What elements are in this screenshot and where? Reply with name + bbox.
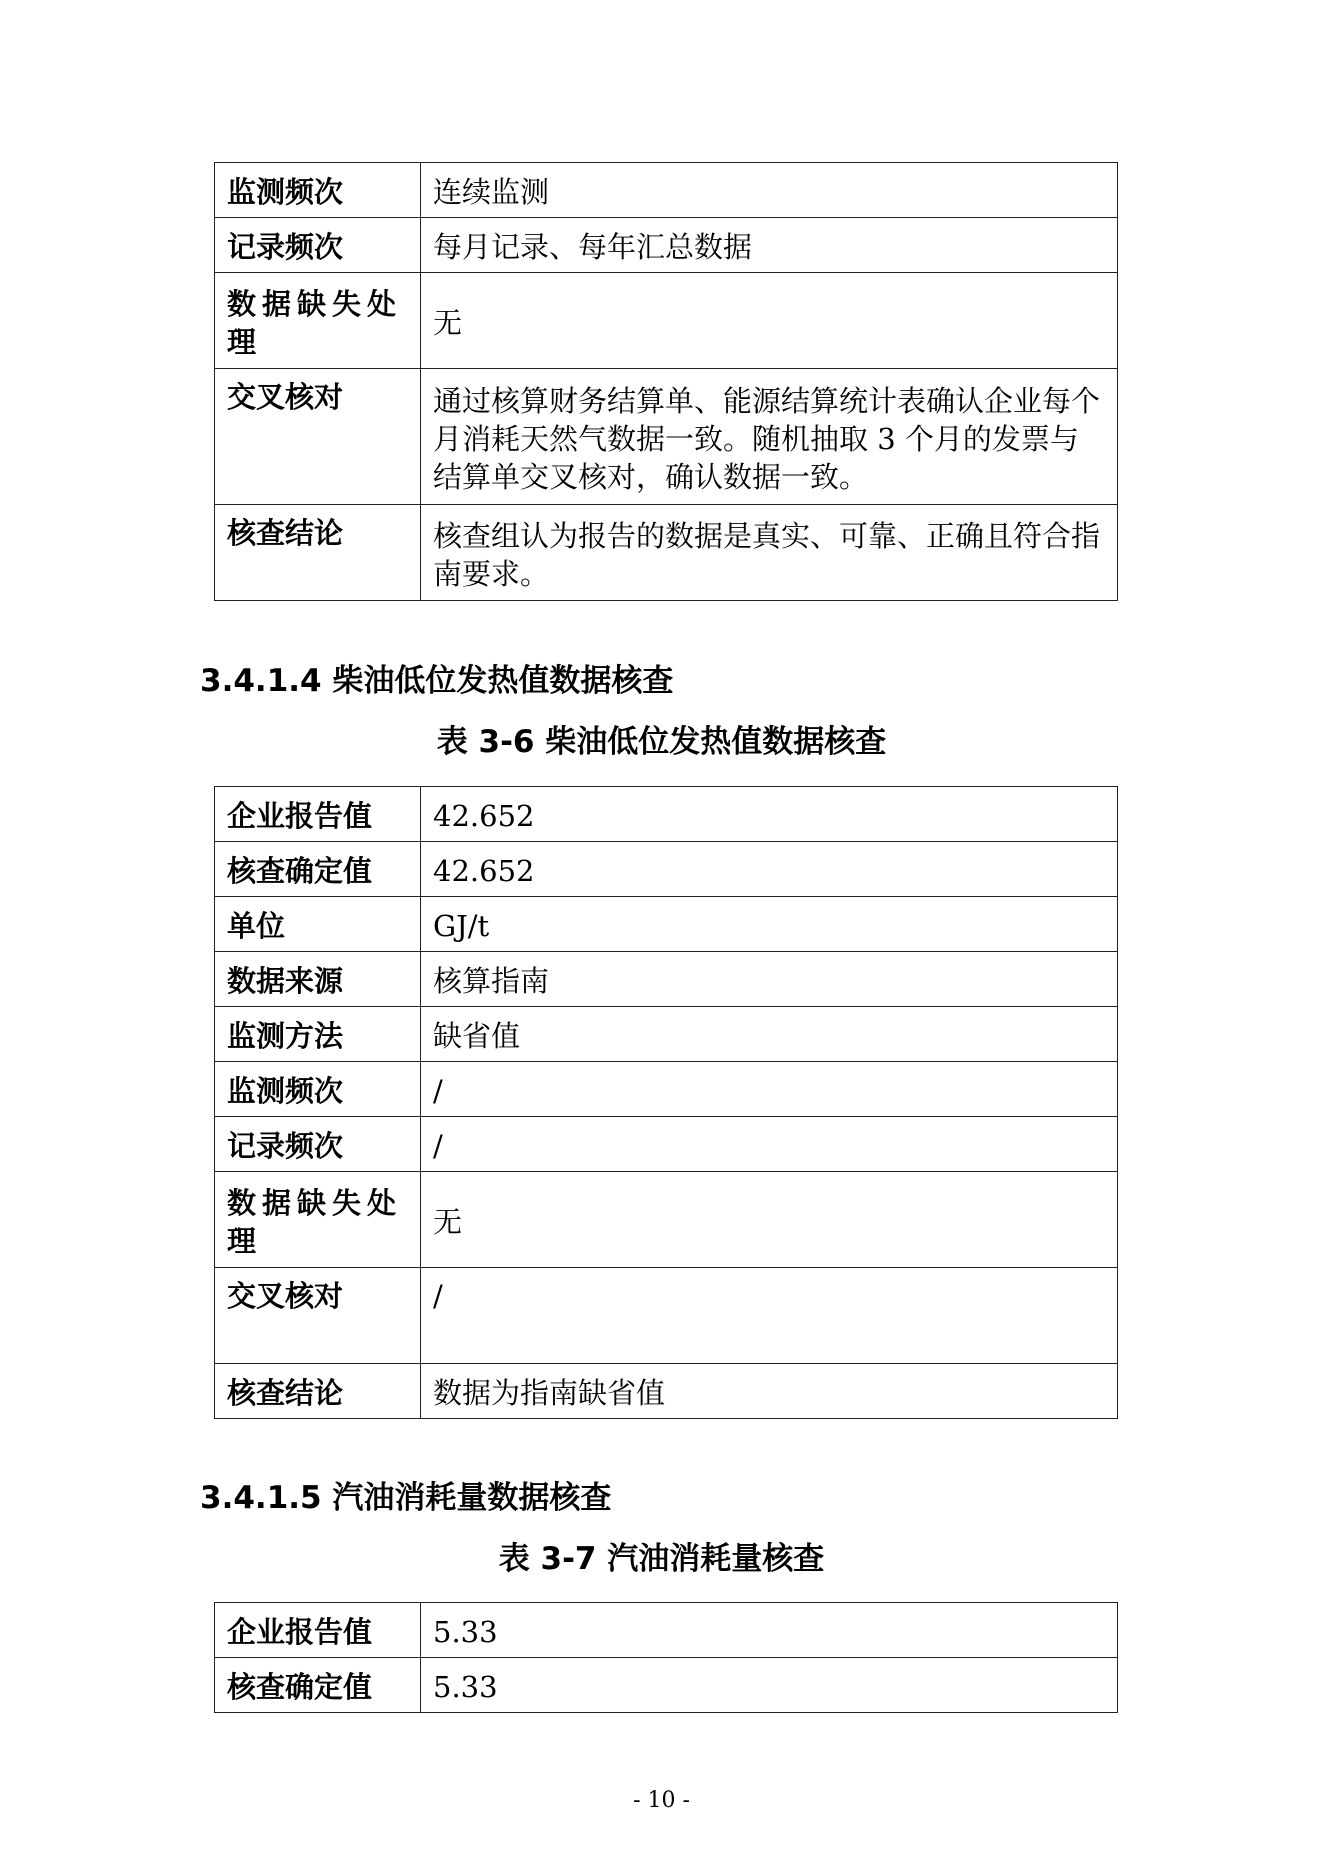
row-key: 记录频次 xyxy=(215,1117,421,1172)
row-value: 42.652 xyxy=(421,842,1118,897)
row-value: 核查组认为报告的数据是真实、可靠、正确且符合指南要求。 xyxy=(421,505,1118,601)
verification-table-gasoline xyxy=(214,1602,1118,1713)
row-key: 单位 xyxy=(215,897,421,952)
row-value: / xyxy=(421,1268,1118,1364)
row-value: 5.33 xyxy=(421,1658,1118,1713)
row-key: 交叉核对 xyxy=(215,369,421,505)
table-row xyxy=(215,952,1118,1007)
row-key: 核查确定值 xyxy=(215,842,421,897)
row-value: 数据为指南缺省值 xyxy=(421,1364,1118,1419)
row-value: / xyxy=(421,1062,1118,1117)
row-key: 监测频次 xyxy=(215,163,421,218)
row-key: 核查结论 xyxy=(215,1364,421,1419)
row-value: 缺省值 xyxy=(421,1007,1118,1062)
row-key: 交叉核对 xyxy=(215,1268,421,1364)
table-caption: 表 3-7 汽油消耗量核查 xyxy=(498,1541,825,1577)
row-value: 连续监测 xyxy=(421,163,1118,218)
row-key: 企业报告值 xyxy=(215,787,421,842)
row-value: 无 xyxy=(421,1172,1118,1268)
table-row xyxy=(215,1364,1118,1419)
table-row xyxy=(215,505,1118,601)
section-heading: 3.4.1.5 汽油消耗量数据核查 xyxy=(200,1480,612,1516)
table-row xyxy=(215,369,1118,505)
row-value: 核算指南 xyxy=(421,952,1118,1007)
page-number: - 10 - xyxy=(633,1788,690,1813)
row-value: 每月记录、每年汇总数据 xyxy=(421,218,1118,273)
row-key: 数据来源 xyxy=(215,952,421,1007)
table-row xyxy=(215,897,1118,952)
row-value: 通过核算财务结算单、能源结算统计表确认企业每个月消耗天然气数据一致。随机抽取 3 个月的发票与结算单交叉核对，确认数据一致。 xyxy=(421,369,1118,505)
table-caption: 表 3-6 柴油低位发热值数据核查 xyxy=(436,724,887,760)
row-key: 数据缺失处理 xyxy=(215,273,421,369)
table-row xyxy=(215,1172,1118,1268)
row-value: GJ/t xyxy=(421,897,1118,952)
row-value: / xyxy=(421,1117,1118,1172)
table-row xyxy=(215,842,1118,897)
row-key: 数据缺失处理 xyxy=(215,1172,421,1268)
table-row xyxy=(215,1603,1118,1658)
row-value: 5.33 xyxy=(421,1603,1118,1658)
table-row xyxy=(215,1268,1118,1364)
row-value: 42.652 xyxy=(421,787,1118,842)
table-row xyxy=(215,163,1118,218)
section-heading: 3.4.1.4 柴油低位发热值数据核查 xyxy=(200,663,674,699)
row-key: 核查结论 xyxy=(215,505,421,601)
verification-table-diesel-ncv xyxy=(214,786,1118,1419)
table-row xyxy=(215,273,1118,369)
table-row xyxy=(215,218,1118,273)
row-key: 记录频次 xyxy=(215,218,421,273)
row-key: 企业报告值 xyxy=(215,1603,421,1658)
table-row xyxy=(215,1007,1118,1062)
table-row xyxy=(215,1117,1118,1172)
row-key: 监测频次 xyxy=(215,1062,421,1117)
row-key: 核查确定值 xyxy=(215,1658,421,1713)
row-value: 无 xyxy=(421,273,1118,369)
table-row xyxy=(215,787,1118,842)
verification-table-natural-gas xyxy=(214,162,1118,601)
table-row xyxy=(215,1062,1118,1117)
row-key: 监测方法 xyxy=(215,1007,421,1062)
table-row xyxy=(215,1658,1118,1713)
